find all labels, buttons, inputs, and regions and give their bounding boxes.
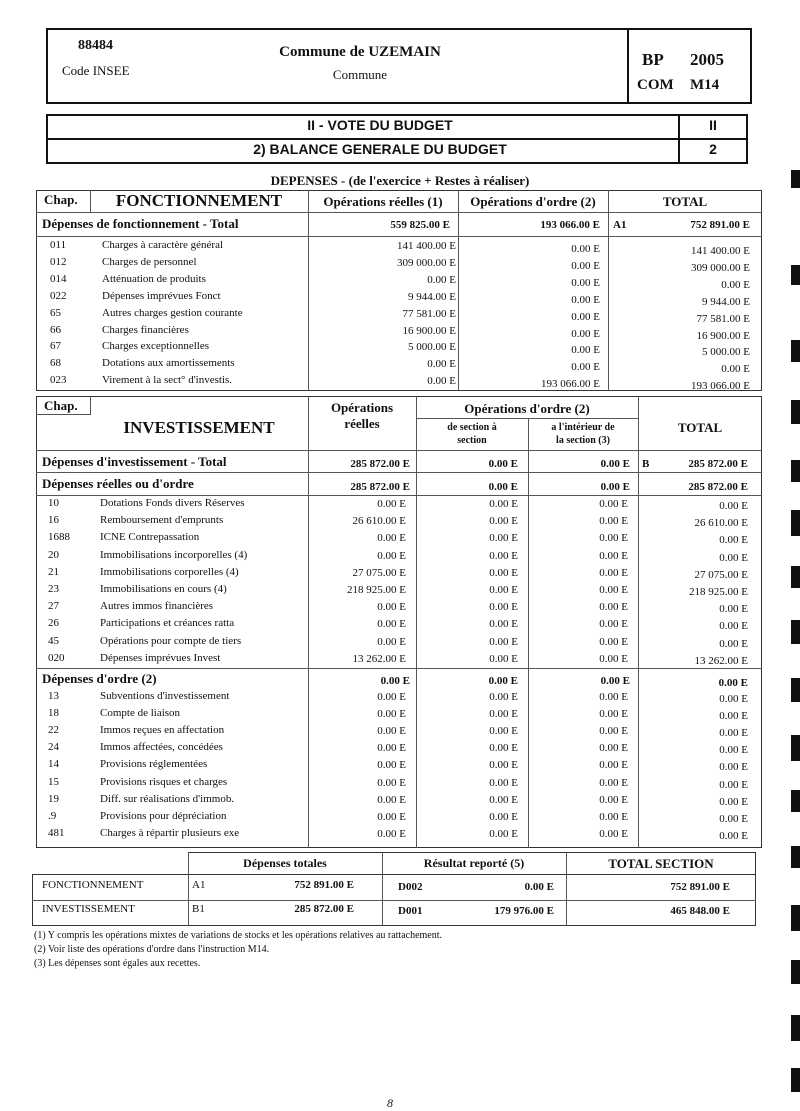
table-row-ordre: 0.00 E — [571, 361, 600, 373]
table-row-label: Immos reçues en affectation — [100, 724, 225, 736]
bp-label: BP — [642, 50, 664, 69]
table-row-chap: 27 — [48, 600, 59, 612]
table-row-reelles: 26 610.00 E — [352, 515, 406, 527]
table-row-total: 0.00 E — [719, 500, 748, 512]
invest-total-code: B — [642, 458, 650, 470]
table-row-chap: 481 — [48, 827, 65, 839]
table-row-reelles: 0.00 E — [377, 811, 406, 823]
table-row-sec: 0.00 E — [489, 653, 518, 665]
insee-code: 88484 — [78, 38, 113, 53]
table-row-total: 141 400.00 E — [691, 245, 750, 257]
scan-edge-mark — [791, 510, 800, 536]
invest-total-total: 285 872.00 E — [688, 458, 748, 470]
summary-row-label: FONCTIONNEMENT — [42, 879, 144, 891]
table-row-reelles: 0.00 E — [427, 274, 456, 286]
invest-ordre-total: 0.00 E — [718, 677, 748, 689]
fonct-total-ordre: 193 066.00 E — [540, 219, 600, 231]
subsection-code: 2 — [709, 141, 717, 157]
table-row-label: Charges de personnel — [102, 256, 197, 268]
table-row-reelles: 0.00 E — [377, 691, 406, 703]
table-row-chap: 14 — [48, 758, 59, 770]
table-row-int: 0.00 E — [599, 567, 628, 579]
scan-edge-mark — [791, 566, 800, 588]
table-row-label: Dotations aux amortissements — [102, 357, 235, 369]
table-row-label: Immobilisations corporelles (4) — [100, 566, 239, 578]
summary-col-tot: TOTAL SECTION — [608, 856, 714, 871]
table-row-int: 0.00 E — [599, 828, 628, 840]
table-row-total: 218 925.00 E — [689, 586, 748, 598]
table-row-total: 0.00 E — [721, 363, 750, 375]
table-row-total: 0.00 E — [721, 279, 750, 291]
invest-title: INVESTISSEMENT — [123, 418, 275, 437]
budget-year: 2005 — [690, 50, 724, 69]
table-row-sec: 0.00 E — [489, 532, 518, 544]
table-row-sec: 0.00 E — [489, 725, 518, 737]
summary-row-dep-code: B1 — [192, 903, 205, 915]
scan-edge-mark — [791, 678, 800, 702]
table-row-total: 77 581.00 E — [696, 313, 750, 325]
table-row-int: 0.00 E — [599, 636, 628, 648]
table-row-label: Autres charges gestion courante — [102, 307, 243, 319]
table-row-int: 0.00 E — [599, 759, 628, 771]
table-row-ordre: 0.00 E — [571, 328, 600, 340]
summary-row-label: INVESTISSEMENT — [42, 903, 135, 915]
table-row-total: 0.00 E — [719, 693, 748, 705]
table-row-reelles: 141 400.00 E — [397, 240, 456, 252]
table-row-sec: 0.00 E — [489, 777, 518, 789]
table-row-reelles: 0.00 E — [377, 794, 406, 806]
table-row-chap: 45 — [48, 635, 59, 647]
table-row-total: 27 075.00 E — [694, 569, 748, 581]
table-row-sec: 0.00 E — [489, 618, 518, 630]
page-number: 8 — [387, 1096, 393, 1110]
table-row-total: 0.00 E — [719, 552, 748, 564]
table-row-int: 0.00 E — [599, 653, 628, 665]
summary-row-dep-code: A1 — [192, 879, 206, 891]
table-row-sec: 0.00 E — [489, 636, 518, 648]
table-row-label: Dotations Fonds divers Réserves — [100, 497, 245, 509]
invest-col-sec-2: section — [457, 435, 487, 446]
invest-col-sec-1: de section à — [447, 422, 497, 433]
table-row-reelles: 13 262.00 E — [352, 653, 406, 665]
table-row-reelles: 27 075.00 E — [352, 567, 406, 579]
table-row-chap: 22 — [48, 724, 59, 736]
scan-edge-mark — [791, 960, 800, 984]
fonct-total-reelles: 559 825.00 E — [390, 219, 450, 231]
table-row-chap: 65 — [50, 307, 61, 319]
scan-edge-mark — [791, 460, 800, 482]
table-row-chap: 23 — [48, 583, 59, 595]
table-row-sec: 0.00 E — [489, 550, 518, 562]
table-row-total: 0.00 E — [719, 620, 748, 632]
table-row-chap: .9 — [48, 810, 57, 822]
scan-edge-mark — [791, 340, 800, 362]
depenses-heading: DEPENSES - (de l'exercice + Restes à réaliser) — [270, 173, 530, 188]
invest-ordre-reelles: 0.00 E — [380, 675, 410, 687]
table-row-label: Dépenses imprévues Invest — [100, 652, 221, 664]
table-row-total: 0.00 E — [719, 727, 748, 739]
scan-edge-mark — [791, 905, 800, 931]
table-row-int: 0.00 E — [599, 515, 628, 527]
fonct-chap-header: Chap. — [44, 192, 78, 207]
table-row-sec: 0.00 E — [489, 742, 518, 754]
fonct-title: FONCTIONNEMENT — [115, 191, 283, 210]
table-row-total: 13 262.00 E — [694, 655, 748, 667]
table-row-label: Provisions réglementées — [100, 758, 208, 770]
table-row-int: 0.00 E — [599, 708, 628, 720]
table-row-ordre: 0.00 E — [571, 344, 600, 356]
table-row-reelles: 0.00 E — [377, 828, 406, 840]
invest-ordre-sec: 0.00 E — [488, 675, 518, 687]
table-row-ordre: 193 066.00 E — [541, 378, 600, 390]
invest-col-total: TOTAL — [677, 420, 723, 435]
fonct-col-total: TOTAL — [662, 194, 708, 209]
invest-ordre-label: Dépenses d'ordre (2) — [42, 671, 157, 686]
table-row-sec: 0.00 E — [489, 515, 518, 527]
table-row-sec: 0.00 E — [489, 498, 518, 510]
table-row-total: 0.00 E — [719, 710, 748, 722]
table-row-total: 0.00 E — [719, 744, 748, 756]
table-row-label: Charges à caractère général — [102, 239, 224, 251]
summary-row-res-code: D001 — [398, 905, 423, 917]
table-row-chap: 68 — [50, 357, 61, 369]
footnote-2: (2) Voir liste des opérations d'ordre dans l'instruction M14. — [34, 944, 270, 955]
invest-col-reelles-1: Opérations — [330, 400, 394, 415]
table-row-reelles: 0.00 E — [377, 777, 406, 789]
table-row-chap: 1688 — [48, 531, 70, 543]
table-row-reelles: 0.00 E — [377, 759, 406, 771]
invest-ro-int: 0.00 E — [600, 481, 630, 493]
invest-col-int-2: la section (3) — [556, 435, 610, 446]
table-row-chap: 21 — [48, 566, 59, 578]
table-row-chap: 10 — [48, 497, 59, 509]
scan-edge-mark — [791, 1068, 800, 1092]
scan-edge-mark — [791, 170, 800, 188]
table-row-total: 193 066.00 E — [691, 380, 750, 392]
table-row-reelles: 0.00 E — [427, 375, 456, 387]
table-row-sec: 0.00 E — [489, 759, 518, 771]
invest-ro-sec: 0.00 E — [488, 481, 518, 493]
invest-ro-label: Dépenses réelles ou d'ordre — [42, 476, 194, 491]
table-row-int: 0.00 E — [599, 550, 628, 562]
table-row-chap: 022 — [50, 290, 67, 302]
subsection-title: 2) BALANCE GENERALE DU BUDGET — [253, 141, 507, 157]
table-row-chap: 014 — [50, 273, 67, 285]
summary-col-res: Résultat reporté (5) — [423, 856, 525, 870]
invest-ro-reelles: 285 872.00 E — [350, 481, 410, 493]
table-row-label: Immos affectées, concédées — [100, 741, 223, 753]
scan-edge-mark — [791, 846, 800, 868]
table-row-sec: 0.00 E — [489, 567, 518, 579]
invest-col-int-1: a l'intérieur de — [551, 422, 615, 433]
table-row-total: 0.00 E — [719, 761, 748, 773]
table-row-chap: 13 — [48, 690, 59, 702]
summary-row-dep: 285 872.00 E — [294, 903, 354, 915]
table-row-label: Subventions d'investissement — [100, 690, 230, 702]
table-row-chap: 011 — [50, 239, 67, 251]
table-row-label: Provisions risques et charges — [100, 776, 228, 788]
table-row-ordre: 0.00 E — [571, 311, 600, 323]
footnote-1: (1) Y compris les opérations mixtes de variations de stocks et les opérations relatives au rattachement. — [34, 930, 443, 941]
scan-edge-mark — [791, 265, 800, 285]
table-row-ordre: 0.00 E — [571, 260, 600, 272]
table-row-reelles: 0.00 E — [377, 708, 406, 720]
table-row-ordre: 0.00 E — [571, 294, 600, 306]
summary-row-res: 0.00 E — [524, 881, 554, 893]
table-row-label: Dépenses imprévues Fonct — [102, 290, 221, 302]
scan-edge-mark — [791, 400, 800, 424]
table-row-reelles: 0.00 E — [377, 618, 406, 630]
table-row-total: 0.00 E — [719, 813, 748, 825]
table-row-chap: 18 — [48, 707, 59, 719]
table-row-chap: 19 — [48, 793, 59, 805]
table-row-chap: 20 — [48, 549, 59, 561]
table-row-reelles: 309 000.00 E — [397, 257, 456, 269]
scan-edge-mark — [791, 735, 800, 761]
table-row-total: 0.00 E — [719, 638, 748, 650]
table-row-label: Atténuation de produits — [102, 273, 206, 285]
table-row-chap: 24 — [48, 741, 59, 753]
table-row-int: 0.00 E — [599, 601, 628, 613]
table-row-ordre: 0.00 E — [571, 243, 600, 255]
fonct-total-label: Dépenses de fonctionnement - Total — [42, 216, 239, 231]
table-row-label: ICNE Contrepassation — [100, 531, 200, 543]
summary-col-dep: Dépenses totales — [243, 856, 327, 870]
table-row-label: Compte de liaison — [100, 707, 181, 719]
table-row-reelles: 0.00 E — [427, 358, 456, 370]
table-row-label: Autres immos financières — [100, 600, 214, 612]
table-row-chap: 16 — [48, 514, 59, 526]
summary-row-res: 179 976.00 E — [494, 905, 554, 917]
table-row-chap: 67 — [50, 340, 61, 352]
nomenclature: M14 — [690, 77, 720, 93]
table-row-label: Provisions pour dépréciation — [100, 810, 227, 822]
invest-total-label: Dépenses d'investissement - Total — [42, 454, 227, 469]
table-row-sec: 0.00 E — [489, 584, 518, 596]
table-row-int: 0.00 E — [599, 532, 628, 544]
table-row-total: 9 944.00 E — [702, 296, 750, 308]
table-row-label: Charges exceptionnelles — [102, 340, 210, 352]
invest-col-ordre: Opérations d'ordre (2) — [464, 401, 590, 416]
table-row-reelles: 0.00 E — [377, 550, 406, 562]
table-row-chap: 023 — [50, 374, 67, 386]
invest-total-reelles: 285 872.00 E — [350, 458, 410, 470]
table-row-chap: 26 — [48, 617, 59, 629]
section-title: II - VOTE DU BUDGET — [307, 117, 453, 133]
table-row-chap: 15 — [48, 776, 59, 788]
table-row-sec: 0.00 E — [489, 691, 518, 703]
table-row-chap: 66 — [50, 324, 61, 336]
summary-row-tot: 465 848.00 E — [670, 905, 730, 917]
table-row-total: 16 900.00 E — [696, 330, 750, 342]
table-row-label: Charges financières — [102, 324, 189, 336]
table-row-reelles: 0.00 E — [377, 532, 406, 544]
insee-label: Code INSEE — [62, 63, 130, 78]
table-row-int: 0.00 E — [599, 725, 628, 737]
com-label: COM — [637, 77, 674, 93]
invest-col-reelles-2: réelles — [344, 416, 380, 431]
table-row-reelles: 0.00 E — [377, 636, 406, 648]
summary-row-dep: 752 891.00 E — [294, 879, 354, 891]
table-row-total: 0.00 E — [719, 796, 748, 808]
table-row-label: Immobilisations en cours (4) — [100, 583, 227, 595]
table-row-total: 0.00 E — [719, 830, 748, 842]
invest-total-int: 0.00 E — [600, 458, 630, 470]
table-row-label: Virement à la sect° d'investis. — [102, 374, 233, 386]
table-row-int: 0.00 E — [599, 584, 628, 596]
table-row-sec: 0.00 E — [489, 794, 518, 806]
table-row-reelles: 0.00 E — [377, 498, 406, 510]
fonct-col-reelles: Opérations réelles (1) — [323, 194, 443, 209]
table-row-total: 0.00 E — [719, 534, 748, 546]
table-row-reelles: 16 900.00 E — [402, 325, 456, 337]
invest-ordre-int: 0.00 E — [600, 675, 630, 687]
table-row-total: 309 000.00 E — [691, 262, 750, 274]
invest-chap-header: Chap. — [44, 398, 78, 413]
table-row-total: 26 610.00 E — [694, 517, 748, 529]
table-row-reelles: 218 925.00 E — [347, 584, 406, 596]
table-row-label: Opérations pour compte de tiers — [100, 635, 242, 647]
table-row-reelles: 77 581.00 E — [402, 308, 456, 320]
table-row-total: 0.00 E — [719, 603, 748, 615]
commune-label: Commune — [332, 67, 388, 82]
table-row-label: Participations et créances ratta — [100, 617, 235, 629]
footnote-3: (3) Les dépenses sont égales aux recettes. — [34, 958, 201, 969]
table-row-chap: 020 — [48, 652, 65, 664]
table-row-reelles: 9 944.00 E — [408, 291, 456, 303]
invest-total-sec: 0.00 E — [488, 458, 518, 470]
scan-edge-mark — [791, 620, 800, 644]
table-row-int: 0.00 E — [599, 794, 628, 806]
table-row-int: 0.00 E — [599, 618, 628, 630]
scan-edge-mark — [791, 1015, 800, 1041]
table-row-reelles: 0.00 E — [377, 601, 406, 613]
table-row-reelles: 0.00 E — [377, 742, 406, 754]
table-row-chap: 012 — [50, 256, 67, 268]
table-row-int: 0.00 E — [599, 742, 628, 754]
table-row-label: Remboursement d'emprunts — [100, 514, 224, 526]
table-row-int: 0.00 E — [599, 777, 628, 789]
table-row-reelles: 0.00 E — [377, 725, 406, 737]
table-row-total: 0.00 E — [719, 779, 748, 791]
table-row-label: Charges à répartir plusieurs exe — [100, 827, 240, 839]
table-row-sec: 0.00 E — [489, 708, 518, 720]
table-row-int: 0.00 E — [599, 811, 628, 823]
fonct-col-ordre: Opérations d'ordre (2) — [470, 194, 596, 209]
table-row-reelles: 5 000.00 E — [408, 341, 456, 353]
fonct-total-code: A1 — [613, 219, 627, 231]
fonct-total-total: 752 891.00 E — [690, 219, 750, 231]
table-row-sec: 0.00 E — [489, 601, 518, 613]
table-row-total: 5 000.00 E — [702, 346, 750, 358]
table-row-int: 0.00 E — [599, 498, 628, 510]
table-row-label: Immobilisations incorporelles (4) — [100, 549, 248, 561]
summary-row-tot: 752 891.00 E — [670, 881, 730, 893]
table-row-sec: 0.00 E — [489, 828, 518, 840]
table-row-label: Diff. sur réalisations d'immob. — [100, 793, 235, 805]
table-row-sec: 0.00 E — [489, 811, 518, 823]
table-row-int: 0.00 E — [599, 691, 628, 703]
invest-ro-total: 285 872.00 E — [688, 481, 748, 493]
section-code: II — [709, 117, 717, 133]
commune-name: Commune de UZEMAIN — [279, 44, 441, 60]
table-row-ordre: 0.00 E — [571, 277, 600, 289]
scan-edge-mark — [791, 790, 800, 812]
summary-row-res-code: D002 — [398, 881, 423, 893]
